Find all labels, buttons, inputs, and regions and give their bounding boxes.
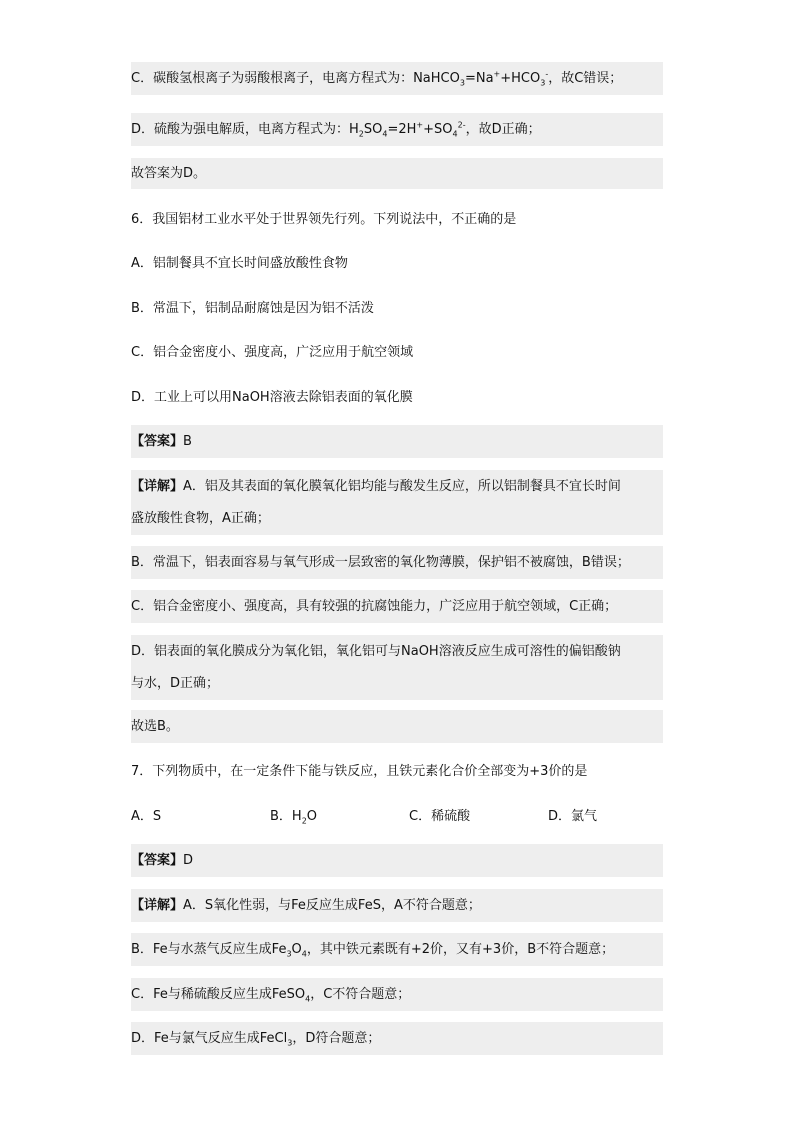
q7-options bbox=[131, 800, 663, 833]
q7-stem: 7．下列物质中，在一定条件下能与铁反应，且铁元素化合价全部变为+3价的是 bbox=[131, 764, 588, 779]
q6-detail-b: B．常温下，铝表面容易与氧气形成一层致密的氧化物薄膜，保护铝不被腐蚀，B错误； bbox=[131, 546, 663, 579]
detail-label: 【详解】 bbox=[131, 898, 184, 913]
q6-option-a: A．铝制餐具不宜长时间盛放酸性食物 bbox=[131, 256, 348, 271]
q7-option-d: D．氯气 bbox=[548, 809, 598, 824]
q5-option-c-explanation: C．碳酸氢根离子为弱酸根离子，电离方程式为：$NaHCO_3=Na^++HCO_3^-$，故C错误； bbox=[131, 62, 663, 95]
q6-stem: 6．我国铝材工业水平处于世界领先行列。下列说法中，不正确的是 bbox=[131, 212, 517, 227]
q7-option-a: A．S bbox=[131, 809, 162, 824]
q7-answer: 【答案】D bbox=[131, 844, 663, 877]
q6-option-c: C．铝合金密度小、强度高，广泛应用于航空领域 bbox=[131, 345, 414, 360]
q5-option-d-explanation: D．硫酸为强电解质，电离方程式为：$H_2SO_4=2H^++SO_4^{2-}$，故D正确； bbox=[131, 113, 663, 146]
q6-detail-a-line2: 盛放酸性食物，A正确； bbox=[131, 502, 663, 535]
q7-option-b: B．$H_2O$ bbox=[270, 809, 318, 826]
q6-detail-c: C．铝合金密度小、强度高，具有较强的抗腐蚀能力，广泛应用于航空领域，C正确； bbox=[131, 590, 663, 623]
q6-detail-d-line2: 与水，D正确； bbox=[131, 667, 663, 700]
q6-detail-a-line1: 【详解】A．铝及其表面的氧化膜氧化铝均能与酸发生反应，所以铝制餐具不宜长时间 bbox=[131, 470, 663, 503]
q7-detail-c: C．Fe与稀硫酸反应生成FeSO$_4$，C不符合题意； bbox=[131, 978, 663, 1011]
answer-label: 【答案】 bbox=[131, 434, 184, 449]
q6-conclusion: 故选B。 bbox=[131, 710, 663, 743]
q7-detail-b: B．Fe与水蒸气反应生成$Fe_3O_4$，其中铁元素既有+2价，又有+3价，B不符合题意； bbox=[131, 933, 663, 966]
q7-option-c: C．稀硫酸 bbox=[409, 809, 471, 824]
q6-option-d: D．工业上可以用NaOH溶液去除铝表面的氧化膜 bbox=[131, 390, 413, 405]
q5-conclusion: 故答案为D。 bbox=[131, 158, 663, 189]
answer-label: 【答案】 bbox=[131, 853, 184, 868]
q7-detail-a: 【详解】A．S氧化性弱，与Fe反应生成FeS，A不符合题意； bbox=[131, 889, 663, 922]
detail-label: 【详解】 bbox=[131, 479, 184, 494]
q7-detail-d: D．Fe与氯气反应生成FeCl$_3$，D符合题意； bbox=[131, 1022, 663, 1055]
q6-detail-d-line1: D．铝表面的氧化膜成分为氧化铝，氧化铝可与NaOH溶液反应生成可溶性的偏铝酸钠 bbox=[131, 635, 663, 668]
q6-option-b: B．常温下，铝制品耐腐蚀是因为铝不活泼 bbox=[131, 301, 374, 316]
q6-answer: 【答案】B bbox=[131, 425, 663, 458]
